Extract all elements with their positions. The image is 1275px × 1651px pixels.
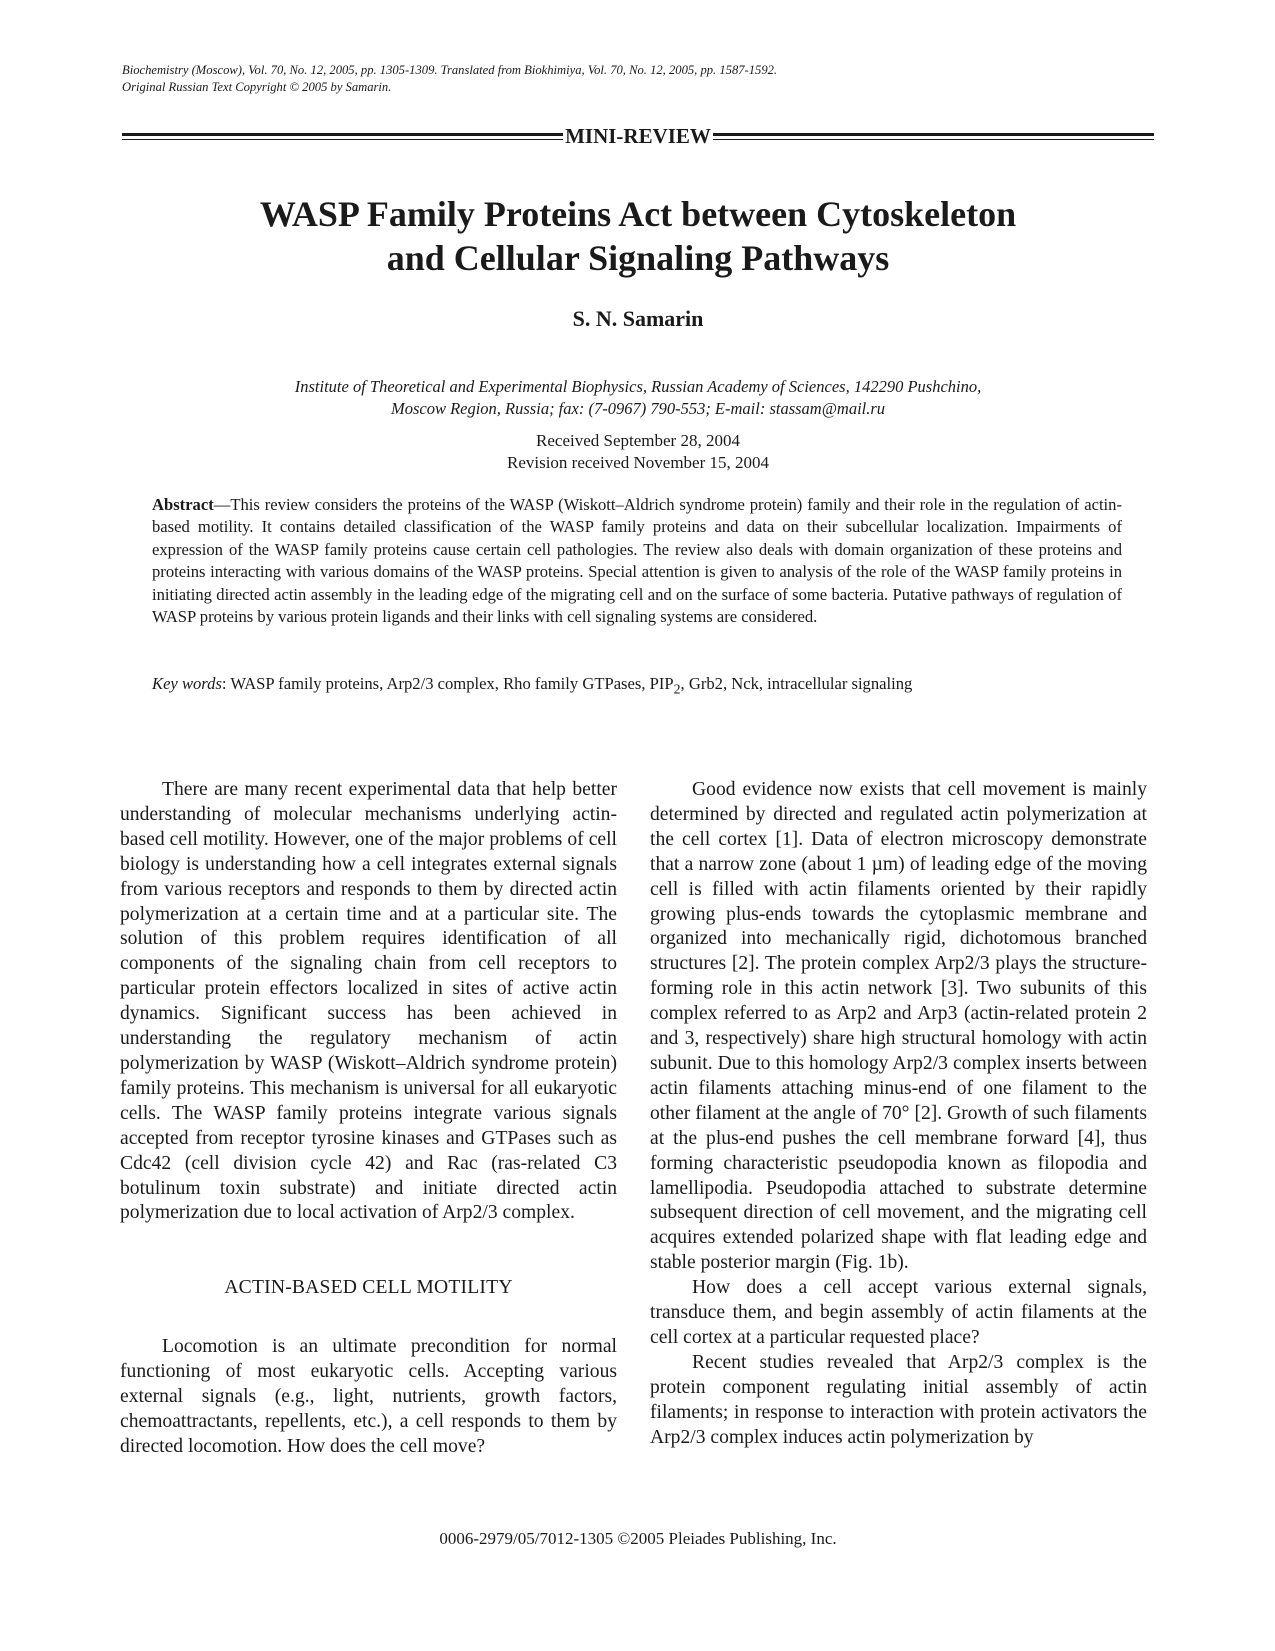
body-paragraph: Recent studies revealed that Arp2/3 complex is the protein component regulating initial assembly of actin filaments; in response to interaction with protein activators the Arp2/3 complex induces actin polymerization by <box>650 1351 1147 1448</box>
revision-date: Revision received November 15, 2004 <box>506 453 769 472</box>
section-type-banner <box>122 125 1154 147</box>
affiliation-line-1: Institute of Theoretical and Experimental Biophysics, Russian Academy of Sciences, 142290 Pushchino, <box>294 377 982 396</box>
section-heading: ACTIN-BASED CELL MOTILITY <box>224 1277 513 1299</box>
body-column-left <box>120 778 617 1460</box>
affiliation-line-2: Moscow Region, Russia; fax: (7-0967) 790-553; E-mail: stassam@mail.ru <box>390 399 886 418</box>
keywords-subscript: 2 <box>673 681 681 697</box>
title-line-2: and Cellular Signaling Pathways <box>386 238 890 278</box>
page-footer: 0006-2979/05/7012-1305 ©2005 Pleiades Publishing, Inc. <box>439 1529 837 1548</box>
citation-line: Biochemistry (Moscow), Vol. 70, No. 12, 2005, pp. 1305-1309. Translated from Biokhimiya, Vol. 70, No. 12, 2005, pp. 1587-1592. <box>122 63 778 77</box>
received-date: Received September 28, 2004 <box>536 431 740 450</box>
received-dates <box>122 430 1154 474</box>
keywords-text-end: , Grb2, Nck, intracellular signaling <box>680 674 913 693</box>
keywords <box>152 673 1122 700</box>
rule-left <box>122 133 563 140</box>
article-title <box>122 192 1154 280</box>
rule-right <box>713 133 1154 140</box>
body-paragraph: There are many recent experimental data that help better understanding of molecular mechanisms underlying actin-based cell motility. However, one of the major problems of cell biology is understanding how a cell integrates external signals from various receptors and responds to them by directed actin polymerization at a certain time and at a particular site. The solution of this problem requires identification of all components of the signaling chain from cell receptors to particular protein effectors localized in sites of active actin dynamics. Significant success has been achieved in understanding the regulatory mechanism of actin polymerization by WASP (Wiskott–Aldrich syndrome protein) family proteins. This mechanism is universal for all eukaryotic cells. The WASP family proteins integrate various signals accepted from receptor tyrosine kinases and GTPases such as Cdc42 (cell division cycle 42) and Rac (ras-related C3 botulinum toxin substrate) and initiate directed actin polymerization due to local activation of Arp2/3 complex. <box>120 779 617 1224</box>
journal-header <box>122 62 1162 95</box>
abstract-lead: Abstract <box>152 495 214 514</box>
abstract-text: —This review considers the proteins of the WASP (Wiskott–Aldrich syndrome protein) family and their role in the regulation of actin-based motility. It contains detailed classification of the WASP family proteins and data on their subcellular localization. Impairments of expression of the WASP family proteins cause certain cell pathologies. The review also deals with domain organization of these proteins and proteins interacting with various domains of the WASP proteins. Special attention is given to analysis of the role of the WASP family proteins in initiating directed actin assembly in the leading edge of the migrating cell and on the surface of some bacteria. Putative pathways of regulation of WASP proteins by various protein ligands and their links with cell signaling systems are considered. <box>152 495 1122 627</box>
title-line-1: WASP Family Proteins Act between Cytoskeleton <box>259 194 1017 234</box>
keywords-lead: Key words <box>152 674 222 693</box>
body-paragraph: Locomotion is an ultimate precondition for normal functioning of most eukaryotic cells. Accepting various external signals (e.g., light, nutrients, growth factors, chemoattractants, repellents, etc.), a cell responds to them by directed locomotion. How does the cell move? <box>120 1336 617 1457</box>
affiliation <box>150 376 1126 420</box>
author-name: S. N. Samarin <box>572 306 704 331</box>
body-column-right <box>650 778 1147 1450</box>
body-paragraph: How does a cell accept various external signals, transduce them, and begin assembly of actin filaments at the cell cortex at a particular requested place? <box>650 1277 1147 1348</box>
body-paragraph: Good evidence now exists that cell movement is mainly determined by directed and regulated actin polymerization at the cell cortex [1]. Data of electron microscopy demonstrate that a narrow zone (about 1 µm) of leading edge of the moving cell is filled with actin filaments oriented by their rapidly growing plus-ends towards the cytoplasmic membrane and organized into mechanically rigid, dichotomous branched structures [2]. The protein complex Arp2/3 plays the structure-forming role in this actin network [3]. Two subunits of this complex referred to as Arp2 and Arp3 (actin-related protein 2 and 3, respectively) share high structural homology with actin subunit. Due to this homology Arp2/3 complex inserts between actin filaments attaching minus-end of one filament to the other filament at the angle of 70° [2]. Growth of such filaments at the plus-end pushes the cell membrane forward [4], thus forming characteristic pseudopodia known as filopodia and lamellipodia. Pseudopodia attached to substrate determine subsequent direction of cell movement, and the migrating cell acquires extended polarized shape with flat leading edge and stable posterior margin (Fig. 1b). <box>650 779 1147 1274</box>
copyright-line: Original Russian Text Copyright © 2005 by Samarin. <box>122 79 392 94</box>
abstract <box>152 494 1122 628</box>
keywords-text: : WASP family proteins, Arp2/3 complex, Rho family GTPases, PIP <box>221 674 674 693</box>
section-type-label: MINI-REVIEW <box>565 124 711 148</box>
